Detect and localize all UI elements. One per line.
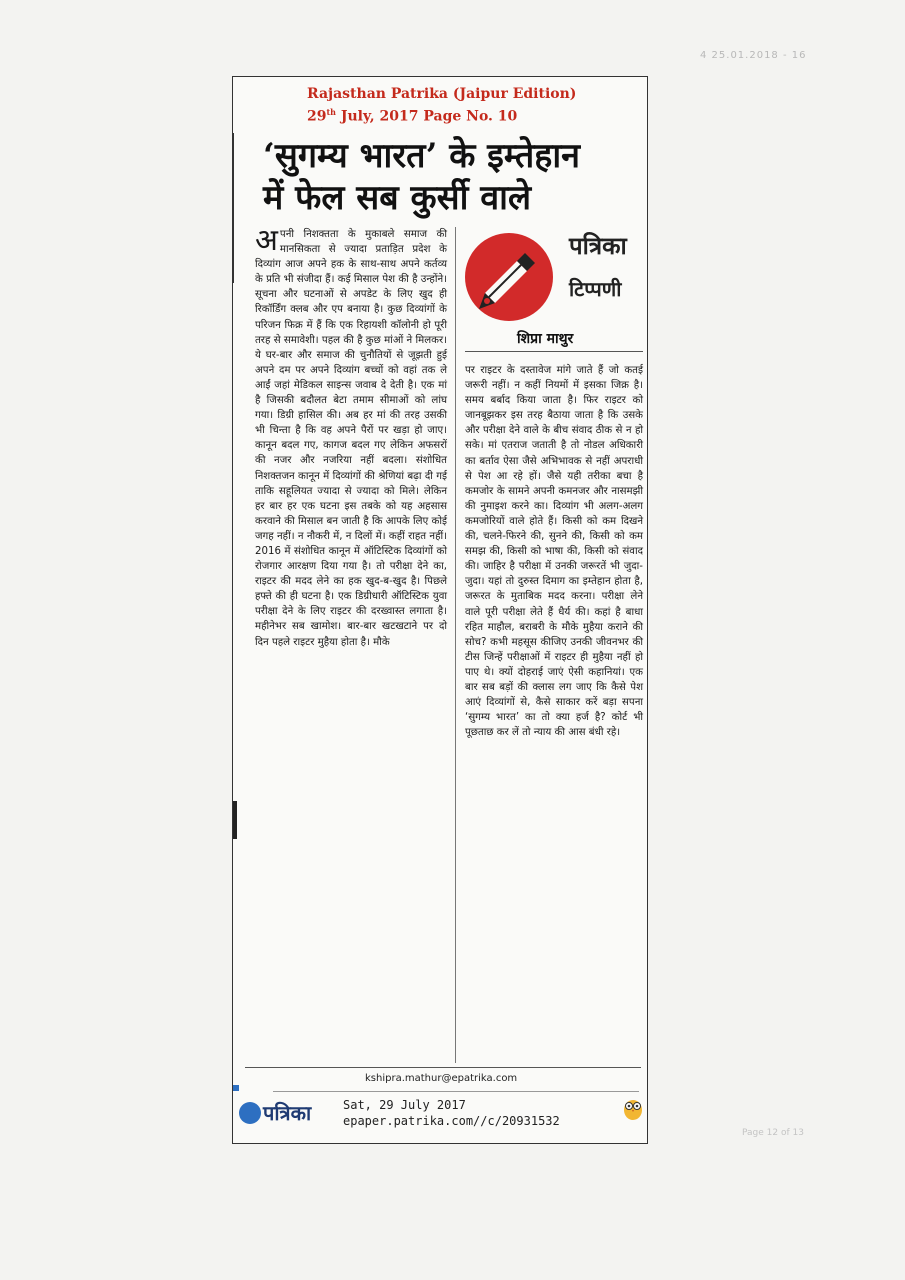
globe-icon [239, 1102, 261, 1124]
source-date-rest: July, 2017 Page No. 10 [336, 108, 518, 125]
footer-divider-bottom [273, 1091, 639, 1092]
column-divider [455, 227, 456, 1063]
author-divider [465, 351, 643, 352]
article-column-2: पर राइटर के दस्तावेज मांगे जाते हैं जो कतई जरूरी नहीं। न कहीं नियमों में इसका जिक्र है। समय बर्बाद किया जाता है। फिर राइटर को जानबूझकर इस तरह बैठाया जाता है कि उसके और परीक्षा देने वाले के बीच संवाद ठीक से न हो सके। मां एतराज जताती है तो नोडल अधिकारी का बर्ताव ऐसा जैसे अभिभावक से नहीं अपराधी से पेश आ रहे हों। जैसे यही तरीका बचा है कमजोर के सामने अपनी कमनजर और नासमझी की नुमाइश करने का। दिव्यांग भी अलग-अलग कमजोरियों वाले होते हैं। किसी को कम दिखने की, चलने-फिरने की, सुनने की, किसी को कम समझ की, किसी को भाषा की, किसी को संवाद की। जाहिर है परीक्षा में उनकी जरूरतें भी जुदा-जुदा। यहां तो दुरुस्त दिमाग का इम्तेहान होता है, जरूरत के मुताबिक मदद करना। परीक्षा लेने वाले पूरी परीक्षा लेते हैं धैर्य की। कहां है बाधा रहित माहौल, बराबरी के मौके मुहैया कराने की सोच? कभी महसूस कीजिए उनकी जीवनभर की टीस जिन्हें परीक्षाओं में राइटर ही मुहैया नहीं हो पाए थे। क्यों दोहराई जाएं ऐसी कहानियां। एक बार सब बड़ों की क्लास लग जाए कि कैसे पेश आएं दिव्यांगों से, कैसे साकार करें बड़ा सपना ‘सुगम्य भारत’ का तो क्या हर्ज है? कोर्ट भी पूछताछ कर लें तो न्याय की आस बंधी रहे। [465, 365, 643, 739]
source-date-page [307, 103, 637, 126]
newspaper-clipping [232, 76, 648, 1144]
headline [263, 135, 633, 219]
source-edition: Rajasthan Patrika (Jaipur Edition) [307, 86, 577, 102]
footer-url: epaper.patrika.com//c/20931532 [343, 1114, 560, 1128]
source-day-suffix: th [326, 107, 336, 117]
article-column-1-text: पनी निशक्तता के मुकाबले समाज की मानसिकता से ज्यादा प्रताड़ित प्रदेश के दिव्यांग आज अपने हक के साथ-साथ अपने कर्तव्य के प्रति भी संजीदा हैं। कई मिसाल पेश की है उन्होंने। सूचना और घटनाओं से अपडेट के लिए खुद ही रिकॉर्डिंग क्लब और एप बनाया है। कुछ दिव्यांगों के परिजन फिक्र में हैं कि एक रिहायशी कॉलोनी हो पूरी तरह से समावेशी। पहल की है कुछ मांओं ने मिलकर। ये घर-बार और समाज की चुनौतियों से जूझती हुई अपने दम पर अपने दिव्यांग बच्चों को वहां तक ले आईं जहां मेडिकल साइन्स जवाब दे देती है। एक मां है जिसकी बदौलत बेटा तमाम सीमाओं को लांघ गया। डिग्री हासिल की। अब हर मां की तरह उसकी भी चिन्ता है कि वह अपने पैरों पर खड़ा हो जाए। कानून बदल गए, कागज बदल गए लेकिन अफसरों की नजर और नजरिया नहीं बदला। संशोधित निशक्तजन कानून में दिव्यांगों की श्रेणियां बढ़ा दी गई ताकि सहूलियत ज्यादा से ज्यादा को मिले। लेकिन हर बार हर एक घटना इस तबके को यह अहसास करवाने की मिसाल बन जाती है कि आपके लिए कोई जगह नहीं। न नौकरी में, न दिलों में। कहीं राहत नहीं। 2016 में संशोधित कानून में ऑटिस्टिक दिव्यांगों को रोजगार आरक्षण दिया गया है। तो परीक्षा देने का, राइटर की मदद लेने का हक खुद-ब-खुद है। पिछले हफ्ते की ही घटना है। एक डिग्रीधारी ऑटिस्टिक युवा परीक्षा देने के लिए राइटर की दरख्वास्त लगाता है। महीनेभर सब खामोश। बार-बार खटखटाने पर दो दिन पहले राइटर मुहैया होता है। मौके [255, 229, 447, 648]
pen-nib-icon [465, 233, 553, 321]
source-header [307, 85, 637, 126]
article-column-1 [255, 223, 447, 650]
logo-subtitle: टिप्पणी [569, 277, 622, 301]
edge-dot [233, 1085, 239, 1091]
source-day: 29 [307, 108, 327, 125]
page-number-label: Page 12 of 13 [742, 1128, 804, 1138]
margin-line [233, 133, 239, 283]
footer-divider-top [245, 1067, 641, 1068]
patrika-tippani-logo [465, 225, 643, 357]
headline-line-1: ‘सुगम्य भारत’ के इम्तेहान [263, 136, 581, 176]
footer-patrika-logo [239, 1099, 311, 1126]
footer-epaper-info [343, 1097, 560, 1129]
logo-brand-text: पत्रिका [569, 232, 627, 260]
drop-cap: अ [255, 223, 278, 258]
footer-logo-text: पत्रिका [263, 1101, 312, 1125]
author-email: kshipra.mathur@epatrika.com [365, 1073, 518, 1084]
headline-line-2: में फेल सब कुर्सी वाले [263, 178, 532, 218]
author-name: शिप्रा माथुर [517, 331, 574, 347]
edge-mark [233, 801, 237, 839]
scan-corner-mark: 4 25.01.2018 - 16 [700, 50, 807, 61]
owl-mascot-icon [623, 1095, 643, 1121]
footer-date: Sat, 29 July 2017 [343, 1098, 466, 1112]
